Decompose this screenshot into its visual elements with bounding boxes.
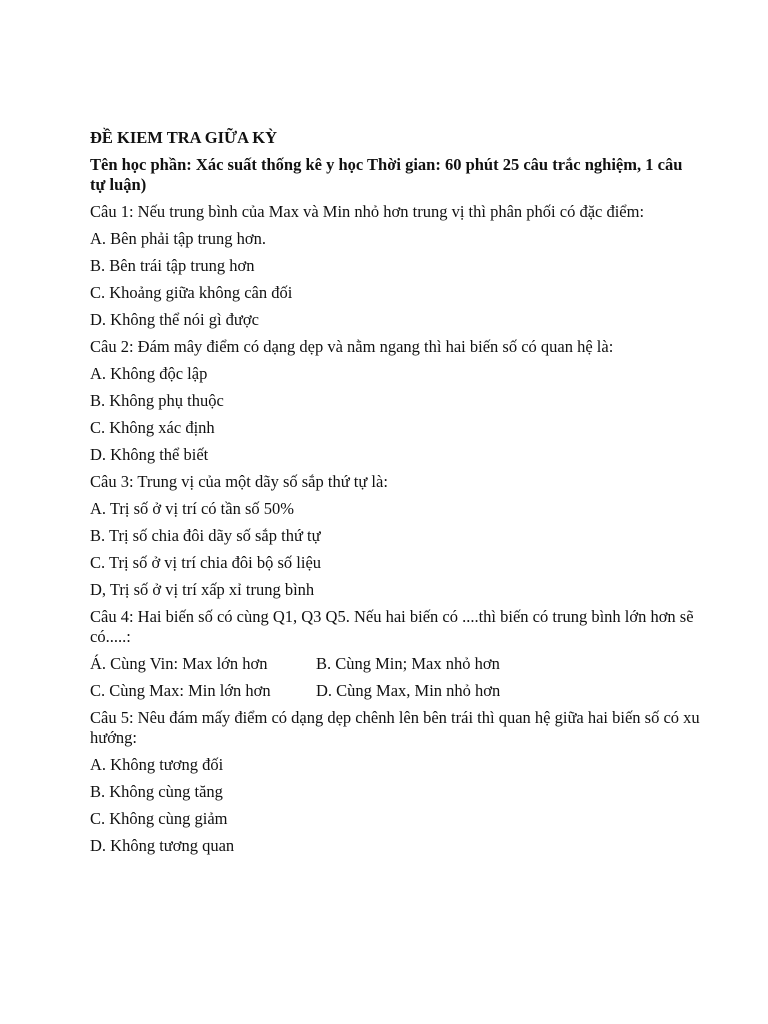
q5-option-d: D. Không tương quan	[90, 836, 235, 855]
question-4: Câu 4: Hai biến số có cùng Q1, Q3 Q5. Nếu hai biến có ....thì biến có trung bình lớn hơn sẽ có.....:	[90, 607, 694, 646]
question-2: Câu 2: Đám mây điểm có dạng dẹp và nằm ngang thì hai biến số có quan hệ là:	[90, 337, 614, 356]
q4-option-b: B. Cùng Min; Max nhỏ hơn	[316, 654, 500, 673]
q5-option-b: B. Không cùng tăng	[90, 782, 223, 801]
q4-option-d: D. Cùng Max, Min nhỏ hơn	[316, 681, 501, 700]
q2-option-c: C. Không xác định	[90, 418, 215, 437]
q1-option-d: D. Không thể nói gì được	[90, 310, 259, 329]
q4-options-row-1	[90, 654, 700, 674]
q1-option-b: B. Bên trái tập trung hơn	[90, 256, 255, 275]
q3-option-b: B. Trị số chia đôi dãy số sắp thứ tự	[90, 526, 321, 545]
q2-option-d: D. Không thể biết	[90, 445, 209, 464]
question-1: Câu 1: Nếu trung bình của Max và Min nhỏ hơn trung vị thì phân phối có đặc điểm:	[90, 202, 645, 221]
q4-option-c: C. Cùng Max: Min lớn hơn	[90, 681, 271, 700]
exam-subtitle: Tên học phần: Xác suất thống kê y học Thời gian: 60 phút 25 câu trắc nghiệm, 1 câu tự luận)	[90, 155, 683, 194]
q4-option-a: Á. Cùng Vin: Max lớn hơn	[90, 654, 268, 673]
q5-option-c: C. Không cùng giảm	[90, 809, 228, 828]
question-3: Câu 3: Trung vị của một dãy số sắp thứ tự là:	[90, 472, 388, 491]
document-page	[90, 128, 700, 863]
exam-title: ĐỀ KIEM TRA GIỮA KỲ	[90, 128, 278, 147]
q2-option-a: A. Không độc lập	[90, 364, 208, 383]
q1-option-a: A. Bên phải tập trung hơn.	[90, 229, 266, 248]
q2-option-b: B. Không phụ thuộc	[90, 391, 224, 410]
q1-option-c: C. Khoảng giữa không cân đối	[90, 283, 293, 302]
q3-option-d: D, Trị số ở vị trí xấp xỉ trung bình	[90, 580, 315, 599]
q3-option-a: A. Trị số ở vị trí có tần số 50%	[90, 499, 294, 518]
q5-option-a: A. Không tương đối	[90, 755, 224, 774]
question-5: Câu 5: Nêu đám mấy điểm có dạng dẹp chênh lên bên trái thì quan hệ giữa hai biến số có xu hướng:	[90, 708, 700, 747]
q4-options-row-2	[90, 681, 700, 701]
q3-option-c: C. Trị số ở vị trí chia đôi bộ số liệu	[90, 553, 322, 572]
